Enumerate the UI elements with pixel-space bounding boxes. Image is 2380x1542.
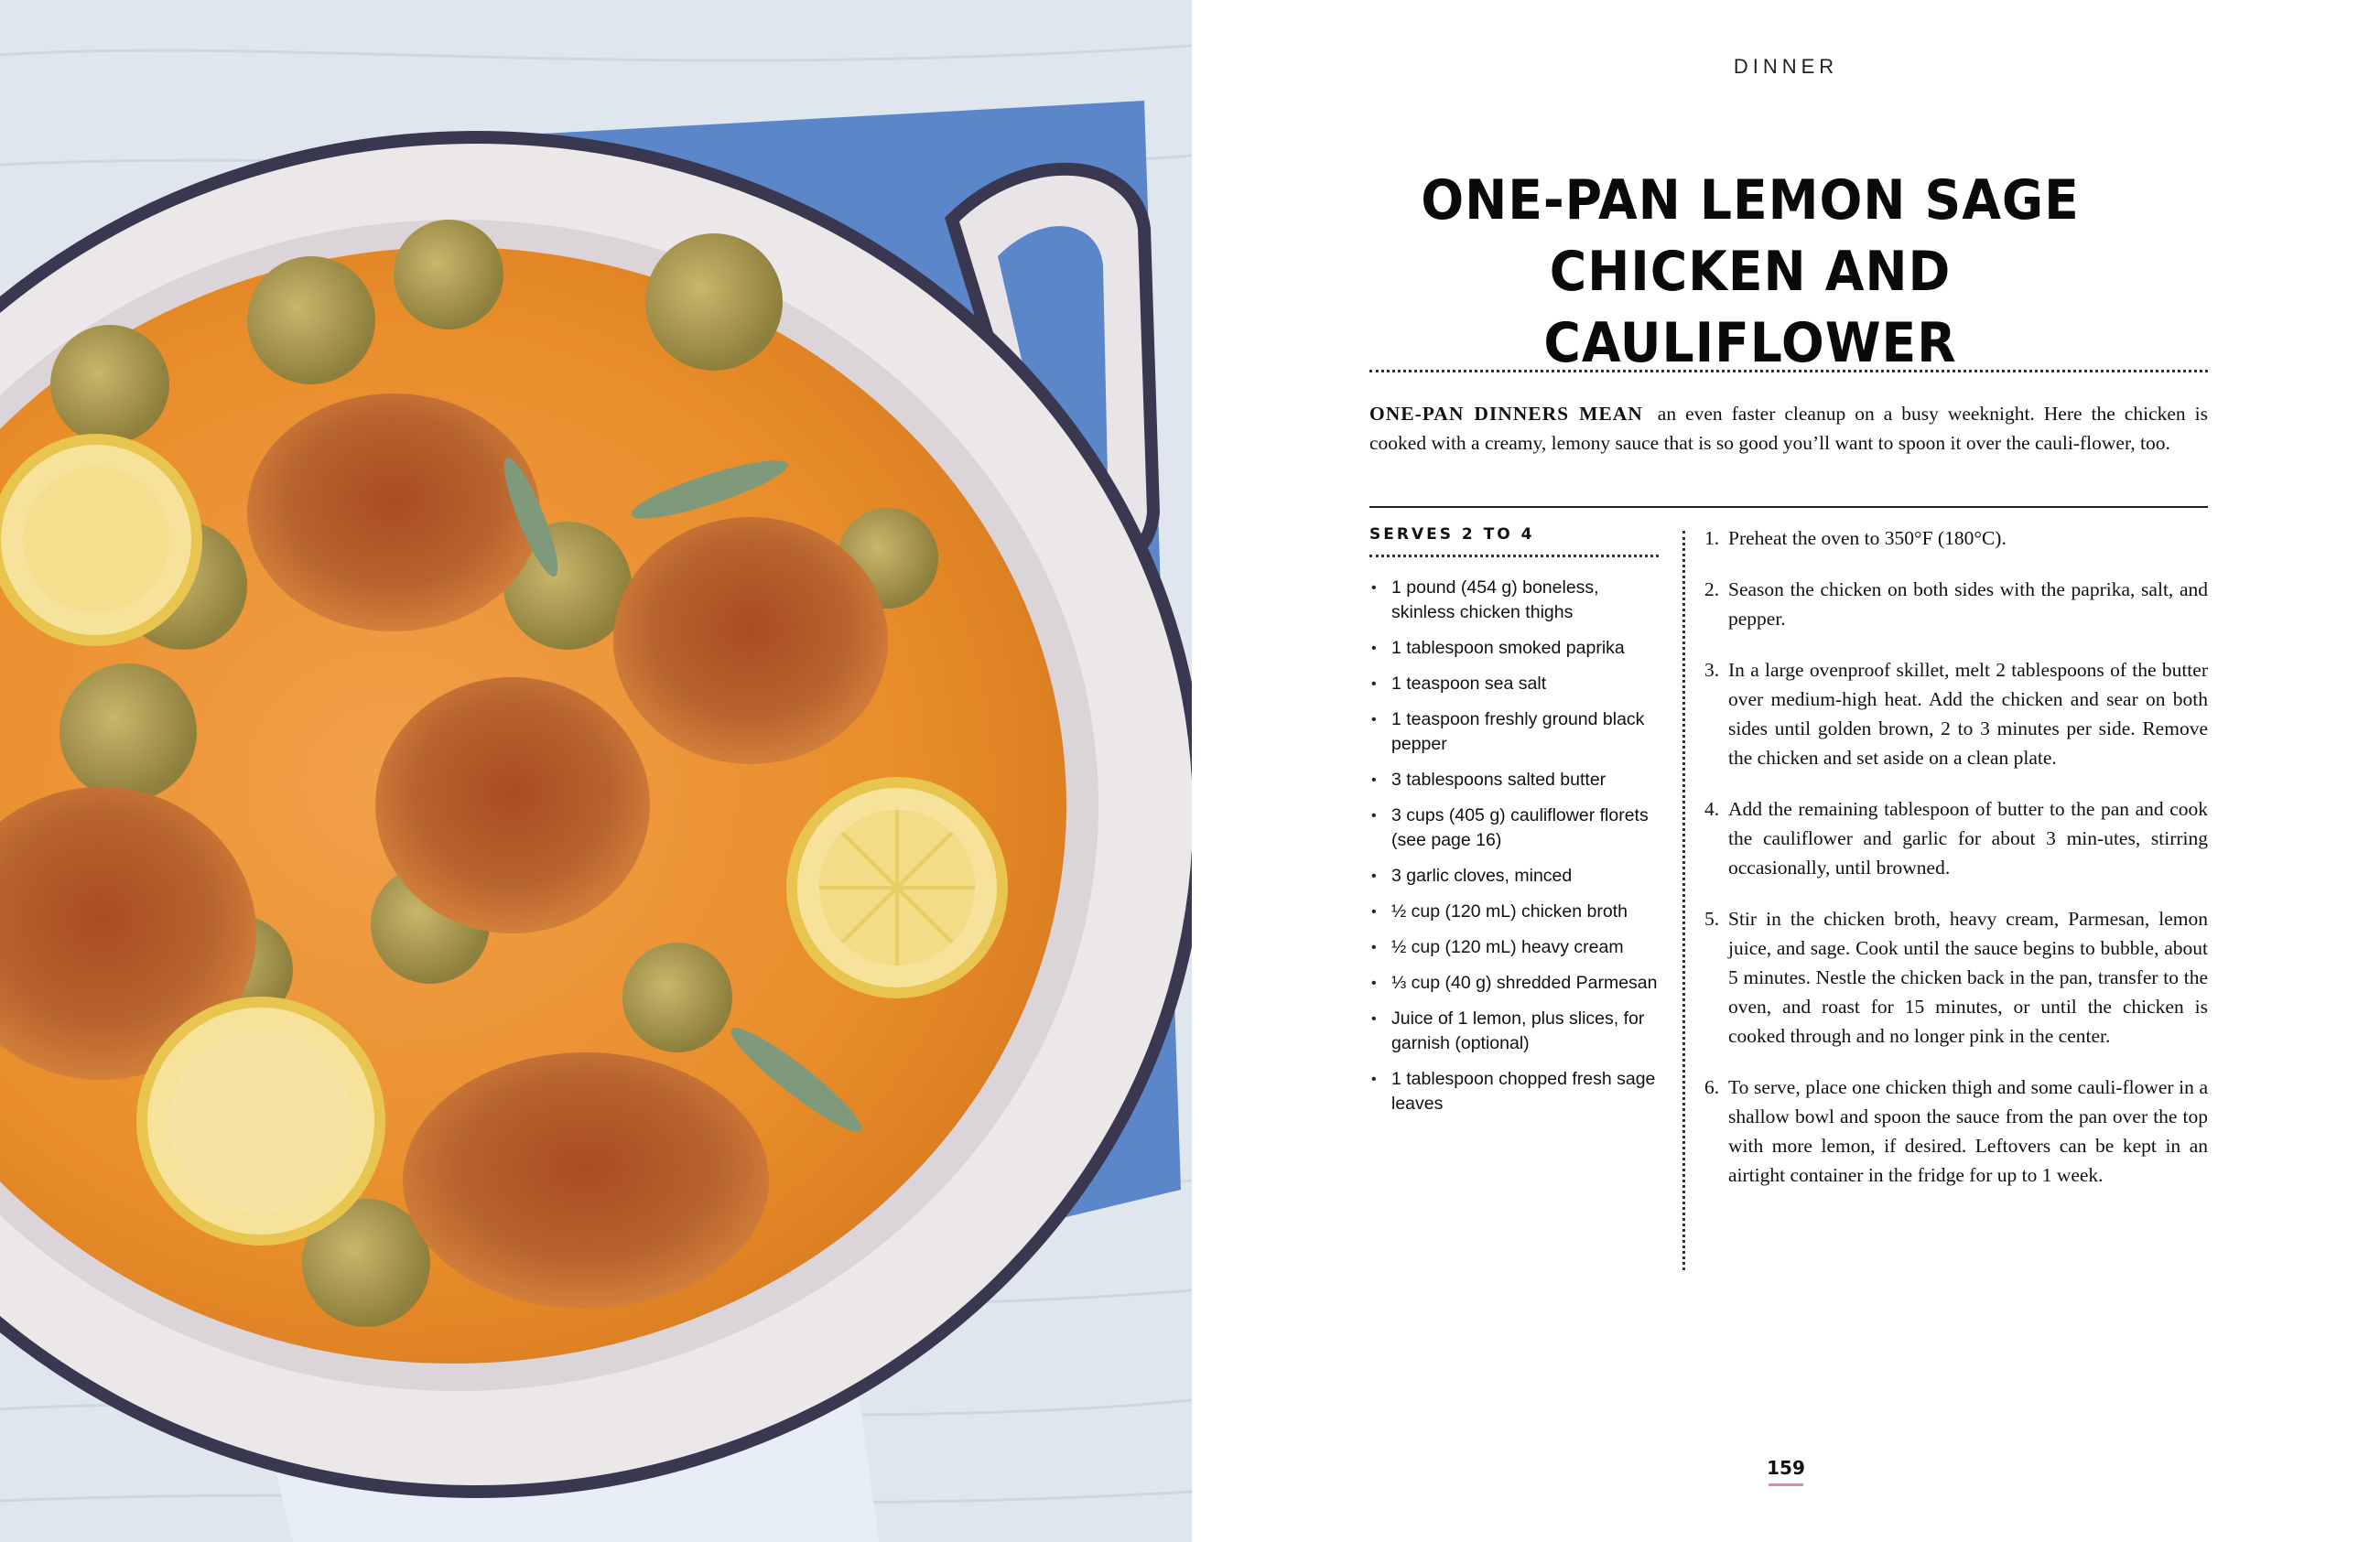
bullet-icon: • xyxy=(1371,676,1377,692)
ingredient-item xyxy=(1369,803,1659,853)
recipe-title-line-2: CHICKEN AND CAULIFLOWER xyxy=(1543,240,1957,375)
bullet-icon: • xyxy=(1371,1011,1377,1027)
step-number: 2. xyxy=(1704,578,1720,600)
ingredient-text: 1 teaspoon freshly ground black pepper xyxy=(1391,709,1645,754)
step-text: Add the remaining tablespoon of butter to the pan and cook the cauliflower and garlic for about 3 min-utes, stirring occasionally, until browned. xyxy=(1728,798,2208,879)
dotted-divider xyxy=(1369,370,2208,372)
step-text: Stir in the chicken broth, heavy cream, Parmesan, lemon juice, and sage. Cook until the sauce begins to bubble, about 5 minutes. Nestle the chicken back in the pan, transfer to the oven, and roast for 15 minutes, or until the chicken is cooked through and no longer pink in the center. xyxy=(1728,908,2208,1047)
method-step xyxy=(1704,1073,2208,1190)
intro-text: an even faster cleanup on a busy weeknight. Here the chicken is cooked with a creamy, lemony sauce that is so good you’ll want to spoon it over the cauli-flower, too. xyxy=(1369,403,2208,454)
step-list xyxy=(1704,523,2208,1190)
method-step xyxy=(1704,655,2208,772)
method-step xyxy=(1704,575,2208,633)
intro-lead: ONE-PAN DINNERS MEAN xyxy=(1369,403,1643,425)
ingredient-text: 1 tablespoon chopped fresh sage leaves xyxy=(1391,1069,1656,1114)
bullet-icon: • xyxy=(1371,772,1377,788)
step-text: To serve, place one chicken thigh and some cauli-flower in a shallow bowl and spoon the sauce from the pan over the top with more lemon, if desired. Leftovers can be kept in an airtight container in the fridge for up to 1 week. xyxy=(1728,1076,2208,1186)
step-number: 6. xyxy=(1704,1076,1720,1098)
ingredient-item xyxy=(1369,1067,1659,1116)
ingredient-item xyxy=(1369,768,1659,793)
step-number: 3. xyxy=(1704,659,1720,681)
ingredient-item xyxy=(1369,672,1659,696)
bullet-icon: • xyxy=(1371,1072,1377,1087)
method-column xyxy=(1704,523,2208,1212)
bullet-icon: • xyxy=(1371,940,1377,955)
ingredient-text: 1 pound (454 g) boneless, skinless chicken thighs xyxy=(1391,577,1599,622)
method-step xyxy=(1704,904,2208,1051)
recipe-page xyxy=(1192,0,2380,1542)
ingredient-item xyxy=(1369,636,1659,661)
bullet-icon: • xyxy=(1371,580,1377,596)
ingredient-text: 1 teaspoon sea salt xyxy=(1391,674,1547,694)
ingredient-item xyxy=(1369,900,1659,924)
bullet-icon: • xyxy=(1371,641,1377,656)
step-number: 4. xyxy=(1704,798,1720,820)
serves-label: SERVES 2 TO 4 xyxy=(1369,525,1659,557)
section-label: DINNER xyxy=(1733,55,1839,78)
solid-divider xyxy=(1369,506,2208,508)
bullet-icon: • xyxy=(1371,808,1377,824)
method-step xyxy=(1704,794,2208,882)
ingredient-item xyxy=(1369,864,1659,889)
ingredient-text: ⅓ cup (40 g) shredded Parmesan xyxy=(1391,973,1658,993)
step-text: Season the chicken on both sides with the paprika, salt, and pepper. xyxy=(1728,578,2208,630)
ingredient-item xyxy=(1369,707,1659,757)
ingredient-item xyxy=(1369,576,1659,625)
ingredient-item xyxy=(1369,971,1659,996)
recipe-title xyxy=(1371,165,2129,379)
ingredient-text: 3 cups (405 g) cauliflower florets (see page 16) xyxy=(1391,805,1649,850)
ingredient-text: ½ cup (120 mL) heavy cream xyxy=(1391,937,1624,957)
bullet-icon: • xyxy=(1371,976,1377,991)
page-number: 159 xyxy=(1767,1457,1805,1479)
page-number-underline xyxy=(1769,1483,1803,1486)
step-text: Preheat the oven to 350°F (180°C). xyxy=(1728,527,2007,549)
recipe-intro xyxy=(1369,399,2208,458)
ingredient-text: 1 tablespoon smoked paprika xyxy=(1391,638,1625,658)
step-number: 1. xyxy=(1704,527,1720,549)
ingredient-text: 3 garlic cloves, minced xyxy=(1391,866,1573,886)
column-divider xyxy=(1682,531,1685,1270)
ingredients-column xyxy=(1369,525,1659,1127)
ingredient-text: 3 tablespoons salted butter xyxy=(1391,770,1606,790)
ingredient-text: Juice of 1 lemon, plus slices, for garnish (optional) xyxy=(1391,1008,1645,1053)
method-step xyxy=(1704,523,2208,553)
ingredient-item xyxy=(1369,935,1659,960)
step-text: In a large ovenproof skillet, melt 2 tablespoons of the butter over medium-high heat. Add the chicken and sear on both sides until golden brown, 2 to 3 minutes per side. Remove the chicken and set aside on a clean plate. xyxy=(1728,659,2208,769)
ingredient-list xyxy=(1369,576,1659,1116)
ingredient-item xyxy=(1369,1007,1659,1056)
bullet-icon: • xyxy=(1371,904,1377,920)
ingredient-text: ½ cup (120 mL) chicken broth xyxy=(1391,901,1628,922)
bullet-icon: • xyxy=(1371,712,1377,728)
step-number: 5. xyxy=(1704,908,1720,930)
recipe-title-line-1: ONE-PAN LEMON SAGE xyxy=(1421,168,2080,232)
bullet-icon: • xyxy=(1371,868,1377,884)
